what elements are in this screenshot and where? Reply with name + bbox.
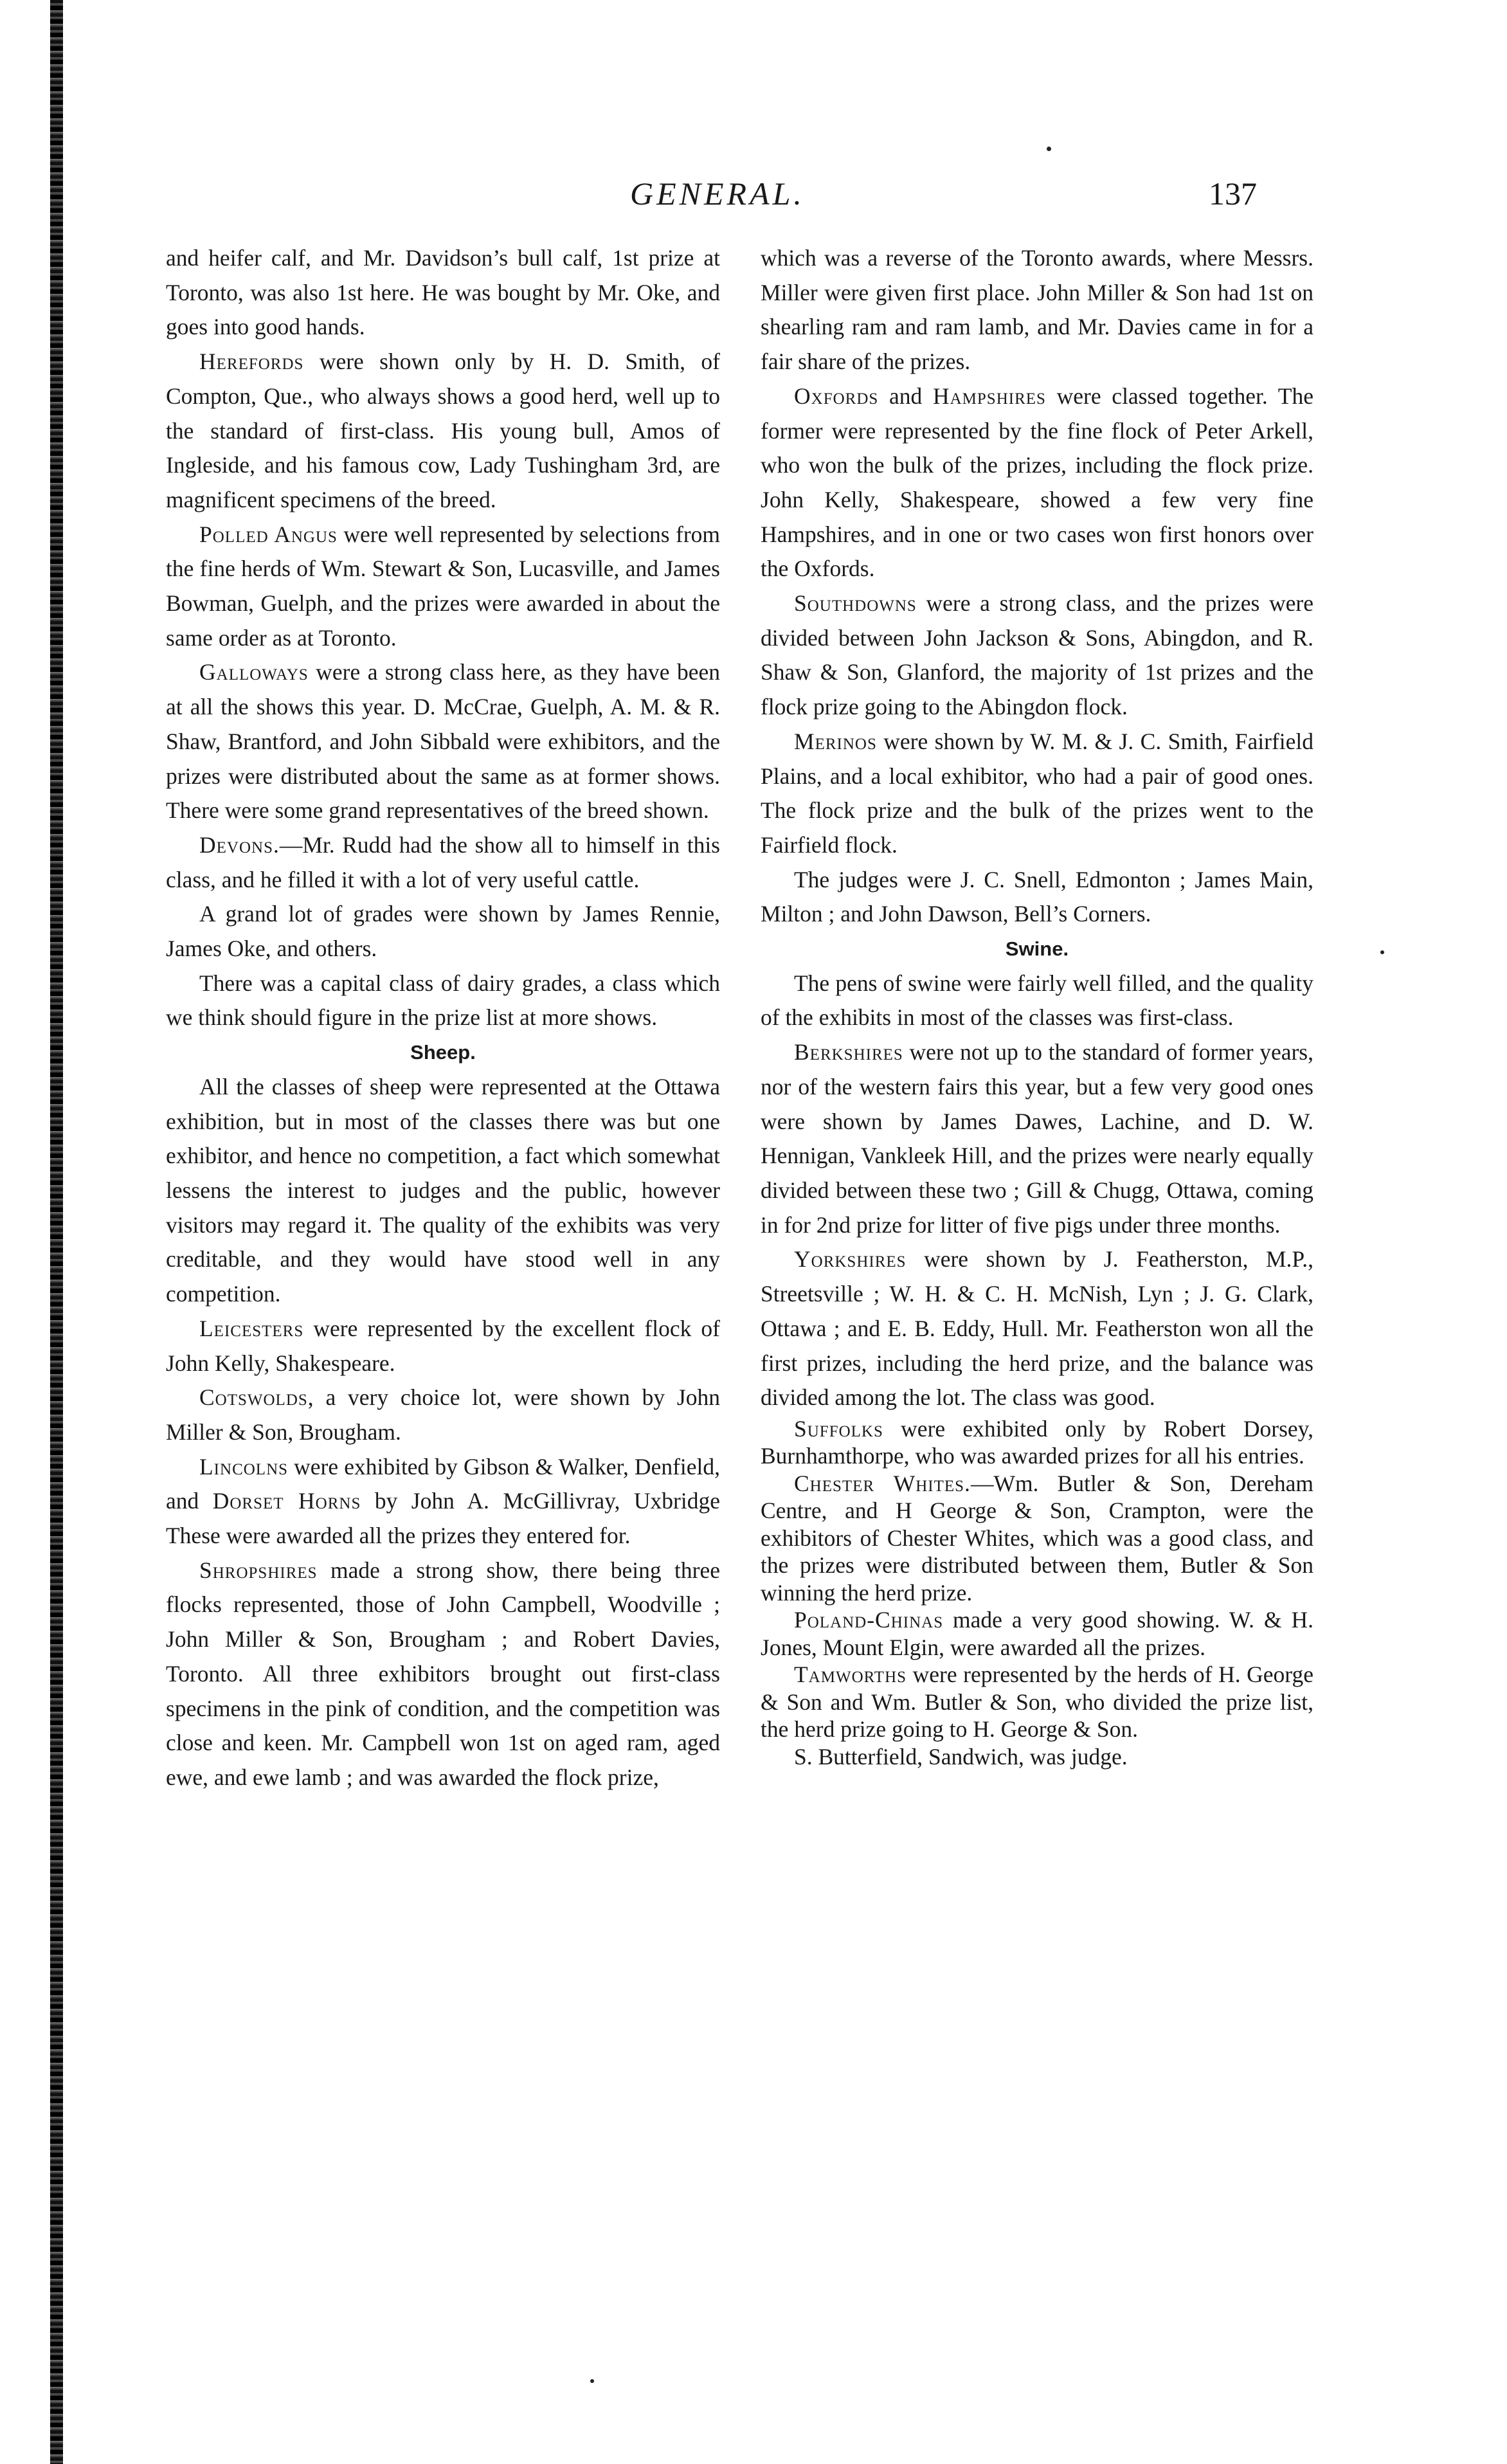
paragraph-merinos — [761, 725, 1313, 863]
paragraph-sheep: All the classes of sheep were represented at the Ottawa exhibition, but in most of the classes there was but one exhibitor, and hence no competition, a fact which somewhat lessens the interest to judges and the public, however visitors may regard it. The quality of the exhibits was very creditable, and they would have stood well in any competition. — [166, 1073, 720, 1307]
paragraph-judges: The judges were J. C. Snell, Edmonton ; James Main, Milton ; and John Dawson, Bell’s Corners. — [761, 866, 1313, 927]
paragraph-tamworths — [761, 1661, 1313, 1743]
paragraph-yorkshires — [761, 1242, 1313, 1415]
paragraph-lincolns — [166, 1450, 720, 1554]
left-column — [166, 241, 720, 1795]
paragraph-swine: The pens of swine were fairly well filled, and the quality of the exhibits in most of the classes was first-class. — [761, 970, 1313, 1031]
paragraph-devons — [166, 828, 720, 897]
breed-name: Southdowns — [794, 590, 917, 617]
paragraph-text: were well represented by selections from the fine herds of Wm. Stewart & Son, Lucasville, and James Bowman, Guelph, and the prizes were awarded in about the same order as at Toronto. — [166, 521, 720, 651]
breed-name: Polled Angus — [199, 521, 338, 547]
paragraph-text: were shown by J. Featherston, M.P., Streetsville ; W. H. & C. H. McNish, Lyn ; J. G. Clark, Ottawa ; and E. B. Eddy, Hull. Mr. Featherston won all the first prizes, including the herd prize, and the balance was divided among the lot. The class was good. — [761, 1246, 1313, 1411]
breed-name: Oxfords — [794, 383, 879, 409]
breed-name: Leicesters — [199, 1315, 304, 1341]
paragraph-text: were represented by the herds of H. George & Son and Wm. Butler & Son, who divided the prize list, the herd prize going to H. George & Son. — [761, 1662, 1313, 1743]
paragraph-chester-whites — [761, 1470, 1313, 1607]
breed-name: Hampshires — [932, 383, 1046, 409]
print-speck — [1047, 147, 1051, 151]
paragraph-text: were not up to the standard of former years, nor of the western fairs this year, but a few very good ones were shown by James Dawes, Lachine, and D. W. Hennigan, Vankleek Hill, and the prizes were nearly equally divided between these two ; Gill & Chugg, Ottawa, coming in for 2nd prize for litter of five pigs under three months. — [761, 1039, 1313, 1238]
paragraph-oxfords-hampshires — [761, 379, 1313, 586]
breed-name: Devons. — [199, 831, 280, 858]
paragraph-text: and — [878, 383, 933, 409]
breed-name: Shropshires — [199, 1557, 318, 1583]
paragraph-polled-angus — [166, 518, 720, 656]
running-title: GENERAL. — [630, 176, 805, 212]
paragraph-herefords — [166, 345, 720, 518]
breed-name: Merinos — [794, 728, 877, 754]
breed-name: Suffolks — [794, 1415, 883, 1442]
page-binding-edge — [50, 0, 63, 2464]
section-heading-swine: Swine. — [1005, 938, 1069, 961]
paragraph-text: were a strong class, and the prizes were divided between John Jackson & Sons, Abingdon, and R. Shaw & Son, Glanford, the majority of 1st prizes and the flock prize going to the Abingdon flock. — [761, 590, 1313, 720]
paragraph-berkshires — [761, 1035, 1313, 1242]
paragraph-dairy-grades: There was a capital class of dairy grades, a class which we think should figure in the prize list at more shows. — [166, 970, 720, 1031]
breed-name: Yorkshires — [794, 1246, 907, 1273]
paragraph-text: were shown only by H. D. Smith, of Compton, Que., who always shows a good herd, well up to the standard of first-class. His young bull, Amos of Ingleside, and his famous cow, Lady Tushingham 3rd, are magnificent specimens of the breed. — [166, 349, 720, 512]
breed-name: Galloways — [199, 659, 309, 685]
paragraph-judge: S. Butterfield, Sandwich, was judge. — [794, 1743, 1128, 1770]
paragraph-grades: A grand lot of grades were shown by James Rennie, James Oke, and others. — [166, 901, 720, 962]
print-speck — [1380, 950, 1384, 954]
paragraph-southdowns — [761, 586, 1313, 725]
paragraph-heifer-calf: and heifer calf, and Mr. Davidson’s bull calf, 1st prize at Toronto, was also 1st here. He was bought by Mr. Oke, and goes into good hands. — [166, 245, 720, 340]
paragraph-toronto-awards: which was a reverse of the Toronto awards, where Messrs. Miller were given first place. John Miller & Son had 1st on shearling ram and ram lamb, and Mr. Davies came in for a fair share of the prizes. — [761, 245, 1313, 375]
paragraph-poland-chinas — [761, 1606, 1313, 1661]
paragraph-text: were a strong class here, as they have been at all the shows this year. D. McCrae, Guelph, A. M. & R. Shaw, Brantford, and John Sibbald were exhibitors, and the prizes were distributed about the same as at former shows. There were some grand representatives of the breed shown. — [166, 659, 720, 824]
section-heading-sheep: Sheep. — [410, 1041, 476, 1064]
page-number: 137 — [1209, 176, 1257, 212]
breed-name: Herefords — [199, 349, 304, 375]
paragraph-text: were classed together. The former were represented by the fine flock of Peter Arkell, who won the bulk of the prizes, including the flock prize. John Kelly, Shakespeare, showed a few very fine Hampshires, and in one or two cases won first honors over the Oxfords. — [761, 383, 1314, 582]
paragraph-text: by John A. McGillivray, Uxbridge These were awarded all the prizes they entered for. — [166, 1488, 720, 1549]
breed-name: Dorset Horns — [212, 1488, 361, 1514]
breed-name: Cotswolds — [199, 1384, 308, 1411]
paragraph-text: were shown by W. M. & J. C. Smith, Fairfield Plains, and a local exhibitor, who had a pair of good ones. The flock prize and the bulk of the prizes went to the Fairfield flock. — [761, 728, 1313, 858]
right-column — [761, 241, 1313, 1770]
breed-name: Tamworths — [794, 1662, 907, 1688]
paragraph-shropshires — [166, 1554, 720, 1795]
paragraph-text: were exhibited by Gibson & Walker, Denfield, and — [166, 1453, 720, 1514]
paragraph-text: , a very choice lot, were shown by John Miller & Son, Brougham. — [166, 1384, 720, 1445]
paragraph-leicesters — [166, 1312, 720, 1381]
paragraph-text: —Wm. Butler & Son, Dereham Centre, and H George & Son, Crampton, were the exhibitors of Chester Whites, which was a good class, and the prizes were distributed between them, Butler & Son winning the herd prize. — [761, 1470, 1313, 1606]
breed-name: Poland-Chinas — [794, 1607, 944, 1633]
paragraph-galloways — [166, 655, 720, 828]
paragraph-suffolks — [761, 1415, 1313, 1470]
paragraph-text: were exhibited only by Robert Dorsey, Burnhamthorpe, who was awarded prizes for all his entries. — [761, 1415, 1313, 1469]
breed-name: Lincolns — [199, 1453, 289, 1480]
print-speck — [590, 2379, 594, 2383]
paragraph-text: —Mr. Rudd had the show all to himself in this class, and he filled it with a lot of very useful cattle. — [166, 831, 720, 892]
paragraph-text: were represented by the excellent flock of John Kelly, Shakespeare. — [166, 1315, 720, 1376]
page-header — [0, 175, 1507, 226]
paragraph-cotswolds — [166, 1381, 720, 1449]
paragraph-text: made a very good showing. W. & H. Jones, Mount Elgin, were awarded all the prizes. — [761, 1607, 1313, 1660]
paragraph-text: made a strong show, there being three flocks represented, those of John Campbell, Woodville ; John Miller & Son, Brougham ; and Robert Davies, Toronto. All three exhibitors brought out first-class specimens in the pink of condition, and the competition was close and keen. Mr. Campbell won 1st on aged ram, aged ewe, and ewe lamb ; and was awarded the flock prize, — [166, 1557, 720, 1790]
breed-name: Chester Whites. — [794, 1470, 971, 1496]
breed-name: Berkshires — [794, 1039, 903, 1065]
